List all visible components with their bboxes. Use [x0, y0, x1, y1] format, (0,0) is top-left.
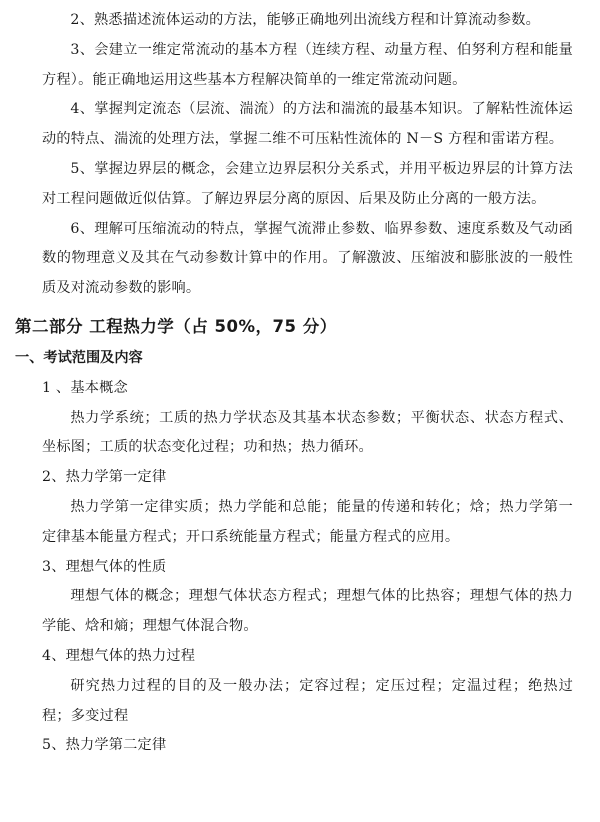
part2-item-5	[42, 731, 573, 761]
part1-paragraph-2: 2、熟悉描述流体运动的方法，能够正确地列出流线方程和计算流动参数。	[70, 12, 541, 28]
item-body: 热力学第一定律实质；热力学能和总能；能量的传递和转化；焓；热力学第一定律基本能量方程式；开口系统能量方程式；能量方程式的应用。	[42, 498, 573, 545]
item-body: 理想气体的概念；理想气体状态方程式；理想气体的比热容；理想气体的热力学能、焓和熵；理想气体混合物。	[42, 588, 573, 635]
part2-subsection-title: 一、考试范围及内容	[15, 349, 143, 366]
part2-item-4	[42, 642, 573, 731]
item-title: 3、理想气体的性质	[42, 558, 167, 575]
part1-paragraph-4: 4、掌握判定流态（层流、湍流）的方法和湍流的最基本知识。了解粘性流体运动的特点、湍流的处理方法，掌握二维不可压粘性流体的 N－S 方程和雷诺方程。	[42, 101, 573, 148]
item-title: 2、热力学第一定律	[42, 469, 167, 486]
item-title: 1 、基本概念	[42, 379, 128, 396]
part2-item-2	[42, 463, 573, 552]
part2-item-1	[42, 374, 573, 463]
item-body: 热力学系统；工质的热力学状态及其基本状态参数；平衡状态、状态方程式、坐标图；工质的状态变化过程；功和热；热力循环。	[42, 409, 573, 456]
item-body: 研究热力过程的目的及一般办法；定容过程；定压过程；定温过程；绝热过程；多变过程	[42, 677, 573, 724]
item-title: 4、理想气体的热力过程	[42, 647, 196, 664]
part1-paragraph-3: 3、会建立一维定常流动的基本方程（连续方程、动量方程、伯努利方程和能量方程）。能正确地运用这些基本方程解决简单的一维定常流动问题。	[42, 41, 573, 88]
part1-paragraph-6: 6、理解可压缩流动的特点，掌握气流滞止参数、临界参数、速度系数及气动函数的物理意义及其在气动参数计算中的作用。了解激波、压缩波和膨胀波的一般性质及对流动参数的影响。	[42, 220, 573, 297]
part1-paragraph-5: 5、掌握边界层的概念，会建立边界层积分关系式，并用平板边界层的计算方法对工程问题做近似估算。了解边界层分离的原因、后果及防止分离的一般方法。	[42, 160, 573, 207]
part2-title: 第二部分 工程热力学（占 50%，75 分）	[15, 316, 337, 336]
item-title: 5、热力学第二定律	[42, 737, 167, 754]
part2-item-3	[42, 553, 573, 642]
